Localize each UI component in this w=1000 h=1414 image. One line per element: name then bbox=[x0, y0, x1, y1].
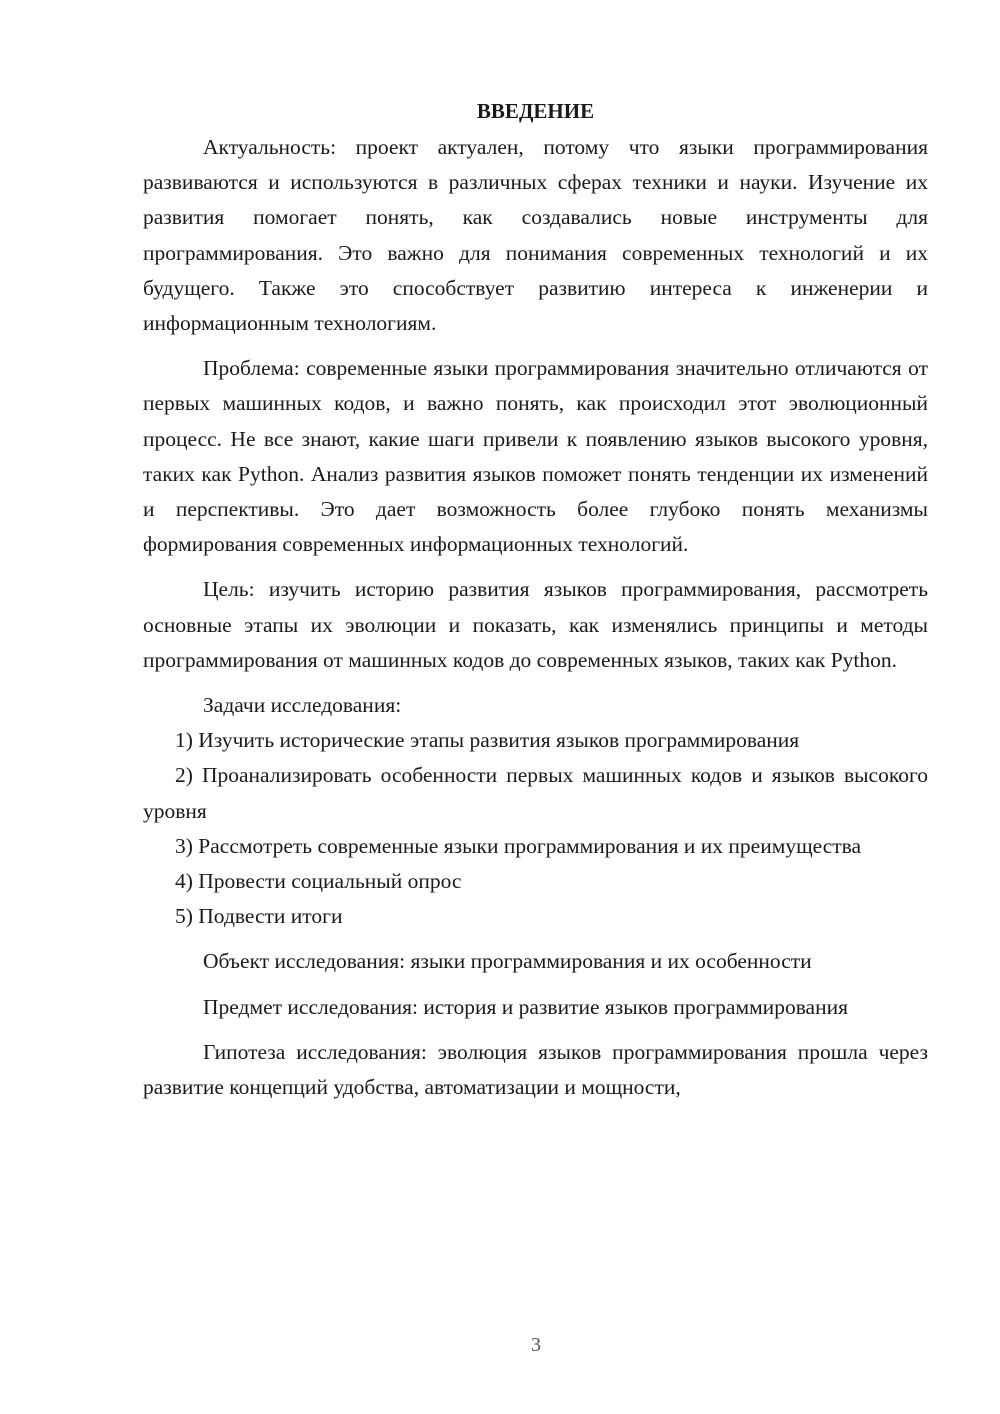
paragraph-goal: Цель: изучить историю развития языков программирования, рассмотреть основные этапы их эволюции и показать, как изменялись принципы и методы программирования от машинных кодов до современных языков, таких как Python. bbox=[143, 577, 928, 672]
page-number: 3 bbox=[531, 1334, 541, 1356]
list-item: 1) Изучить исторические этапы развития языков программирования bbox=[175, 728, 800, 753]
list-item: 5) Подвести итоги bbox=[175, 904, 343, 929]
list-item: 2) Проанализировать особенности первых машинных кодов и языков высокого уровня bbox=[143, 763, 928, 823]
paragraph-actuality: Актуальность: проект актуален, потому что языки программирования развиваются и используются в различных сферах техники и науки. Изучение их развития помогает понять, как создавались новые инструменты для программирования. Это важно для понимания современных технологий и их будущего. Также это способствует развитию интереса к инженерии и информационным технологиям. bbox=[143, 135, 928, 336]
paragraph-hypothesis: Гипотеза исследования: эволюция языков программирования прошла через развитие концепций удобства, автоматизации и мощности, bbox=[143, 1039, 928, 1100]
paragraph-object: Объект исследования: языки программирования и их особенности bbox=[203, 949, 812, 974]
paragraph-subject: Предмет исследования: история и развитие языков программирования bbox=[203, 994, 848, 1019]
tasks-list bbox=[143, 723, 928, 934]
paragraph-problem: Проблема: современные языки программирования значительно отличаются от первых машинных кодов, и важно понять, как происходил этот эволюционный процесс. Не все знают, какие шаги привели к появлению языков высокого уровня, таких как Python. Анализ развития языков поможет понять тенденции их изменений и перспективы. Это дает возможность более глубоко понять механизмы формирования современных информационных технологий. bbox=[143, 356, 928, 557]
list-item: 3) Рассмотреть современные языки программирования и их преимущества bbox=[175, 833, 862, 858]
tasks-heading: Задачи исследования: bbox=[203, 693, 402, 718]
page-title: ВВЕДЕНИЕ bbox=[476, 99, 595, 123]
list-item: 4) Провести социальный опрос bbox=[175, 869, 462, 894]
document-page bbox=[143, 96, 928, 1105]
